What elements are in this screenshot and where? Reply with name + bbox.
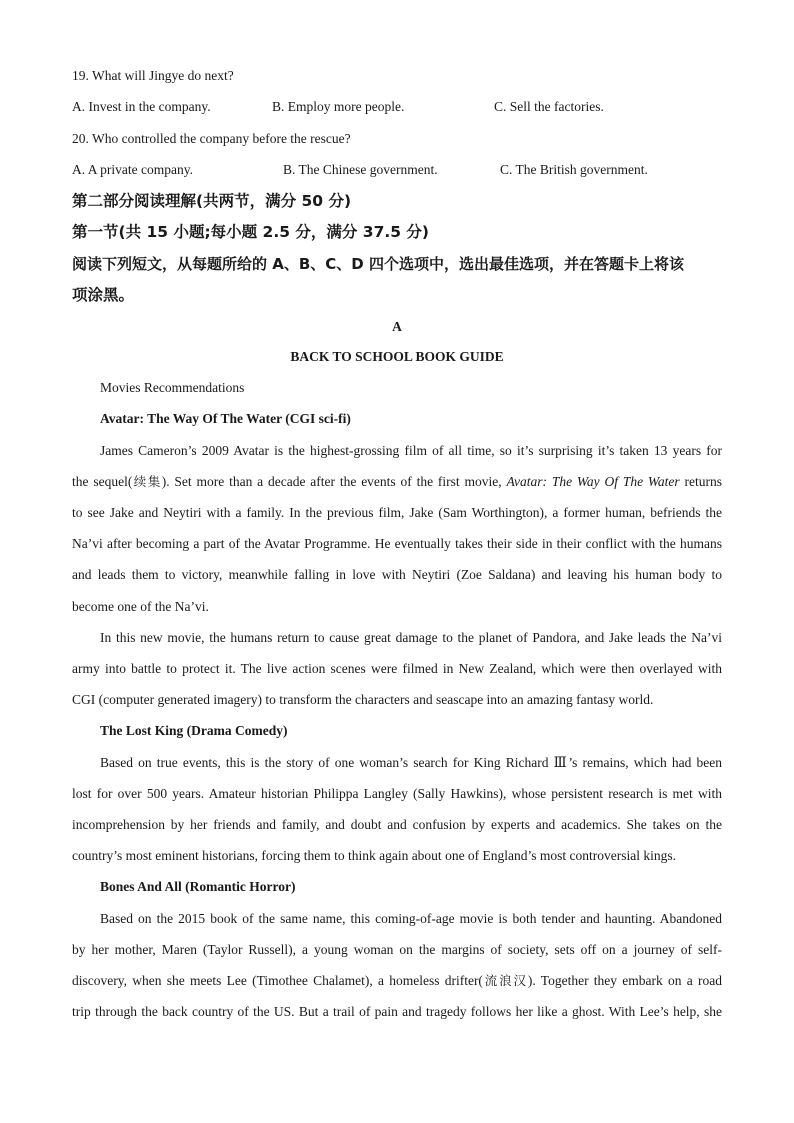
movie-1-title: Avatar: The Way Of The Water (CGI sci-fi): [100, 411, 351, 426]
movie-1-p1-line-1: James Cameron’s 2009 Avatar is the highest-grossing film of all time, so it’s surprising it’s taken 13 years for: [100, 443, 722, 458]
movie-1-p1-line-4: Na’vi after becoming a part of the Avatar Programme. He eventually takes their side in their conflict with the humans: [72, 536, 722, 551]
section-instruction-line-1: 阅读下列短文，从每题所给的 A、B、C、D 四个选项中，选出最佳选项，并在答题卡上将该: [72, 255, 684, 273]
movie-1-p1-line-5: and leads them to victory, meanwhile falling in love with Neytiri (Zoe Saldana) and leaving his human body to: [72, 567, 722, 582]
movie-1-p2-line-1: In this new movie, the humans return to cause great damage to the planet of Pandora, and Jake leads the Na’vi: [100, 630, 722, 645]
movie-3-line-2: by her mother, Maren (Taylor Russell), a young woman on the margins of society, sets off on a journey of self-: [72, 942, 722, 957]
passage-title: BACK TO SCHOOL BOOK GUIDE: [290, 349, 504, 364]
question-20-option-b: B. The Chinese government.: [283, 162, 438, 177]
question-19-stem: 19. What will Jingye do next?: [72, 68, 234, 83]
movie-1-p1-line-6: become one of the Na’vi.: [72, 599, 209, 614]
movie-3-line-3: discovery, when she meets Lee (Timothee Chalamet), a homeless drifter(流浪汉). Together they embark on a road: [72, 973, 722, 988]
section-part-title: 第二部分阅读理解(共两节，满分 50 分): [72, 192, 352, 210]
section-sub-title: 第一节(共 15 小题;每小题 2.5 分，满分 37.5 分): [72, 223, 430, 241]
passage-letter: A: [392, 319, 402, 334]
movie-3-line-1: Based on the 2015 book of the same name, this coming-of-age movie is both tender and haunting. Abandoned: [100, 911, 722, 926]
movie-2-line-3: incomprehension by her friends and family, and doubt and confusion by experts and academics. She takes on the: [72, 817, 722, 832]
movie-2-line-4: country’s most eminent historians, forcing them to think again about one of England’s most controversial kings.: [72, 848, 677, 863]
movie-3-title: Bones And All (Romantic Horror): [100, 879, 296, 894]
question-19-option-c: C. Sell the factories.: [494, 99, 604, 114]
movie-1-p2-line-2: army into battle to protect it. The live action scenes were filmed in New Zealand, which were then overlayed with: [72, 661, 722, 676]
question-20-stem: 20. Who controlled the company before the rescue?: [72, 131, 351, 146]
movie-1-p1-line-2: the sequel(续集). Set more than a decade after the events of the first movie, Avatar: The Way Of The Water returns: [72, 474, 722, 489]
movie-1-p1-line-3: to see Jake and Neytiri with a family. In the previous film, Jake (Sam Worthington), a former human, befriends the: [72, 505, 722, 520]
movie-2-line-1: Based on true events, this is the story of one woman’s search for King Richard Ⅲ’s remains, which had been: [100, 755, 722, 770]
movie-2-title: The Lost King (Drama Comedy): [100, 723, 288, 738]
question-19-option-b: B. Employ more people.: [272, 99, 405, 114]
movie-3-line-4: trip through the back country of the US. But a trail of pain and tragedy follows her like a ghost. With Lee’s help, she: [72, 1004, 722, 1019]
movie-1-p2-line-3: CGI (computer generated imagery) to transform the characters and seascape into an amazing fantasy world.: [72, 692, 654, 707]
question-19-option-a: A. Invest in the company.: [72, 99, 211, 114]
question-20-option-c: C. The British government.: [500, 162, 648, 177]
question-20-option-a: A. A private company.: [72, 162, 193, 177]
movie-2-line-2: lost for over 500 years. Amateur historian Philippa Langley (Sally Hawkins), whose persistent research is met with: [72, 786, 722, 801]
passage-subtitle: Movies Recommendations: [100, 380, 245, 395]
section-instruction-line-2: 项涂黑。: [72, 286, 135, 304]
